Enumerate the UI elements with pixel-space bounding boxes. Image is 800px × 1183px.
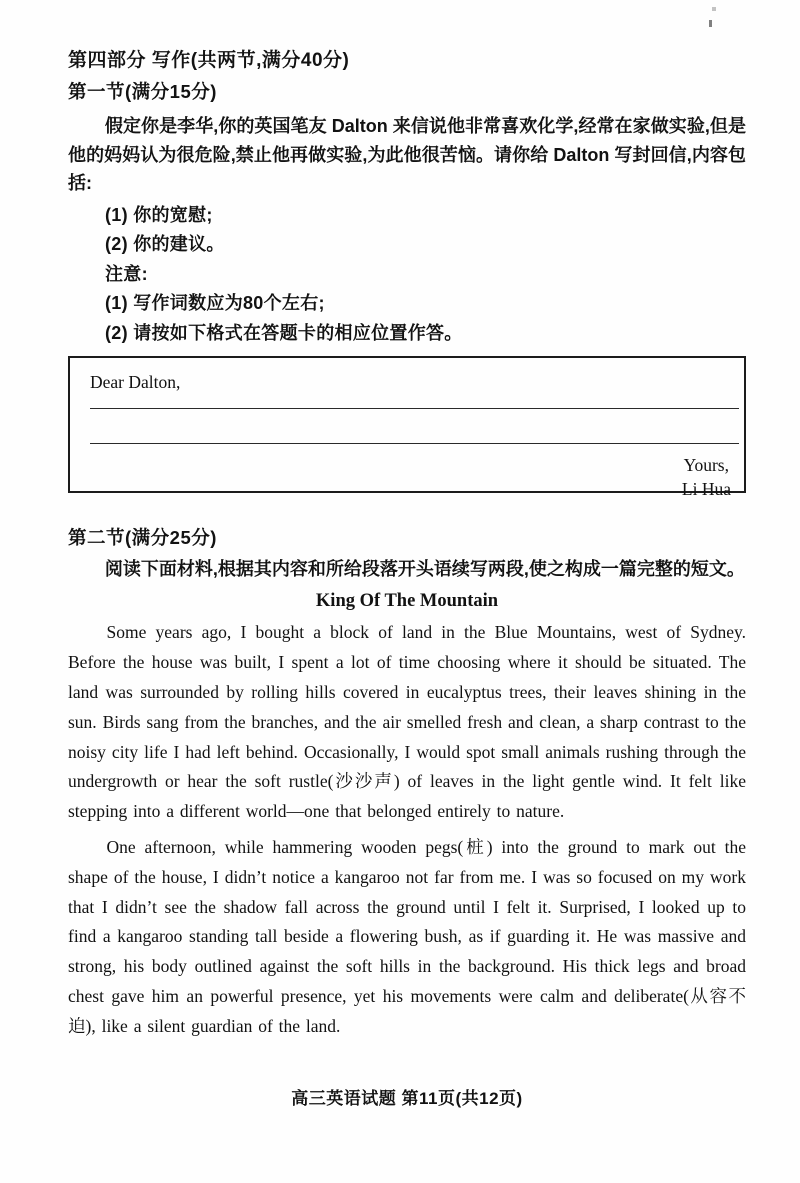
story-title: King Of The Mountain bbox=[315, 591, 499, 612]
note-1: (1) 写作词数应为80个左右; bbox=[105, 293, 325, 314]
note-2: (2) 请按如下格式在答题卡的相应位置作答。 bbox=[105, 322, 463, 343]
scan-artifact bbox=[712, 7, 716, 11]
answer-blank-line bbox=[90, 409, 739, 444]
content-point-2: (2) 你的建议。 bbox=[105, 234, 225, 255]
notes-label: 注意: bbox=[105, 263, 148, 284]
part1-heading: 第一节(满分15分) bbox=[68, 81, 217, 102]
letter-signature: Li Hua bbox=[681, 479, 731, 500]
part2-heading: 第二节(满分25分) bbox=[68, 527, 217, 549]
section-heading: 第四部分 写作(共两节,满分40分) bbox=[68, 50, 350, 71]
part2-instruction: 阅读下面材料,根据其内容和所给段落开头语续写两段,使之构成一篇完整的短文。 bbox=[104, 559, 745, 580]
scan-artifact bbox=[709, 20, 712, 27]
letter-closing: Yours, bbox=[683, 455, 729, 476]
part1-intro: 假定你是李华,你的英国笔友 Dalton 来信说他非常喜欢化学,经常在家做实验,但是他的妈妈认为很危险,禁止他再做实验,为此他很苦恼。请你给 Dalton 写封回信,内容包括: bbox=[68, 116, 746, 193]
story-paragraph-1: Some years ago, I bought a block of land in the Blue Mountains, west of Sydney. Before the house was built, I spent a lot of time choosing where it should be situated. The land was surrounded by rolling hills covered in eucalyptus trees, their leaves shining in the sun. Birds sang from the branches, and the air smelled fresh and clean, a sharp contrast to the noisy city life I had left behind. Occasionally, I would spot small animals rushing through the undergrowth or hear the soft rustle(沙沙声) of leaves in the light gentle wind. It felt like stepping into a different world—one that belonged entirely to nature. bbox=[68, 622, 746, 822]
letter-salutation: Dear Dalton, bbox=[90, 372, 181, 393]
part1-list bbox=[68, 201, 746, 349]
content-point-1: (1) 你的宽慰; bbox=[105, 204, 213, 225]
answer-blank-line bbox=[90, 395, 739, 409]
page-footer: 高三英语试题 第11页(共12页) bbox=[291, 1088, 523, 1108]
letter-answer-template bbox=[68, 356, 746, 500]
story-paragraph-2: One afternoon, while hammering wooden pegs(桩) into the ground to mark out the shape of the house, I didn’t notice a kangaroo not far from me. I was so focused on my work that I didn’t see the shadow fall across the ground until I felt it. Surprised, I looked up to find a kangaroo standing tall beside a flowering bush, as if guarding it. He was massive and strong, his body outlined against the soft hills in the background. His thick legs and broad chest gave him an powerful presence, yet his movements were calm and deliberate(从容不迫), like a silent guardian of the land. bbox=[68, 837, 746, 1036]
